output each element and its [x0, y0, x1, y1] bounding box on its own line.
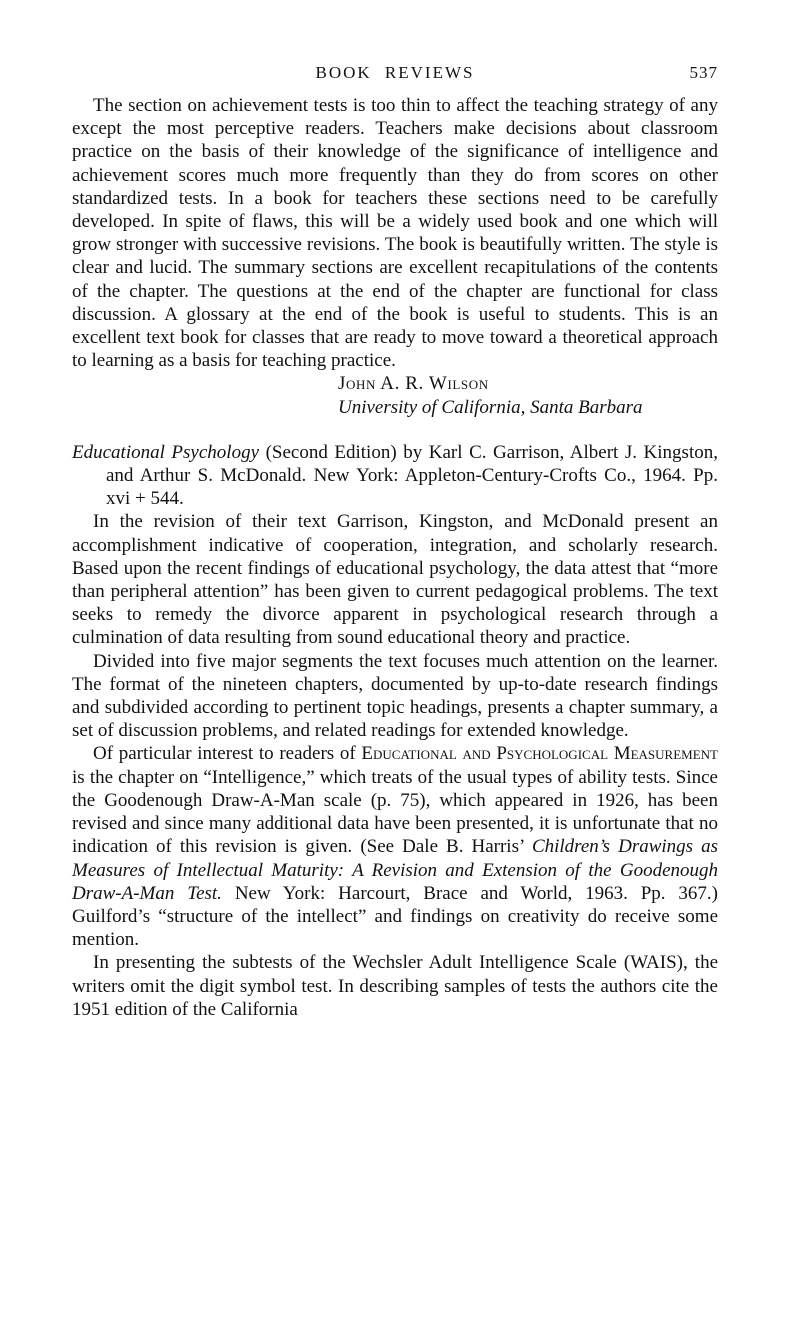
- review-garrison-paragraph-segments: Divided into five major segments the text focuses much attention on the learner. The format of the nineteen chapters, documented by up-to-date research findings and subdivided according to pertinent topic headings, presents a chapter summary, a set of discussion problems, and related readings for extended knowledge.: [72, 650, 718, 742]
- running-head-title: BOOK REVIEWS: [315, 63, 475, 82]
- page-number: 537: [689, 63, 718, 82]
- body-copy: [72, 94, 718, 1021]
- reviewer-name: John A. R. Wilson: [338, 373, 489, 395]
- review-garrison-paragraph-wais: In presenting the subtests of the Wechsler Adult Intelligence Scale (WAIS), the writers omit the digit symbol test. In describing samples of tests the authors cite the 1951 edition of the California: [72, 952, 718, 1020]
- review-garrison-paragraph-revision: In the revision of their text Garrison, Kingston, and McDonald present an accomplishment indicative of cooperation, integration, and scholarly research. Based upon the recent findings of educational psychology, the data attest that “more than peripheral attention” has been given to current pedagogical problems. The text seeks to remedy the divorce apparent in psychological research through a culmination of data resulting from sound educational theory and practice.: [72, 511, 718, 649]
- review-garrison-paragraph-measurement: Of particular interest to readers of Educational and Psychological Measurement is the chapter on “Intelligence,” which treats of the usual types of ability tests. Since the Goodenough Draw-A-Man scale (p. 75), which appeared in 1926, has been revised and since many additional data have been presented, it is unfortunate that no indication of this revision is given. (See Dale B. Harris’ Children’s Drawings as Measures of Intellectual Maturity: A Revision and Extension of the Goodenough Draw-A-Man Test. New York: Harcourt, Brace and World, 1963. Pp. 367.) Guilford’s “structure of the intellect” and findings on creativity do receive some mention.: [72, 743, 718, 951]
- book-citation: Educational Psychology (Second Edition) by Karl C. Garrison, Albert J. Kingston, and Arthur S. McDonald. New York: Appleton-Century-Crofts Co., 1964. Pp. xvi + 544.: [72, 441, 718, 510]
- reviewer-affiliation: University of California, Santa Barbara: [338, 396, 643, 418]
- review-wilson-paragraph: The section on achievement tests is too thin to affect the teaching strategy of any except the most perceptive readers. Teachers make decisions about classroom practice on the basis of their knowledge of the significance of intelligence and achievement scores much more frequently than they do from scores on other standardized tests. In a book for teachers these sections need to be carefully developed. In spite of flaws, this will be a widely used book and one which will grow stronger with successive revisions. The book is beautifully written. The style is clear and lucid. The summary sections are excellent recapitulations of the contents of the chapter. The questions at the end of the chapter are functional for class discussion. A glossary at the end of the book is useful to students. This is an excellent text book for classes that are ready to move toward a theoretical approach to learning as a basis for teaching practice.: [72, 95, 718, 372]
- reviewer-signature: [338, 372, 718, 418]
- running-head: [72, 62, 718, 84]
- text-block: [72, 62, 718, 1021]
